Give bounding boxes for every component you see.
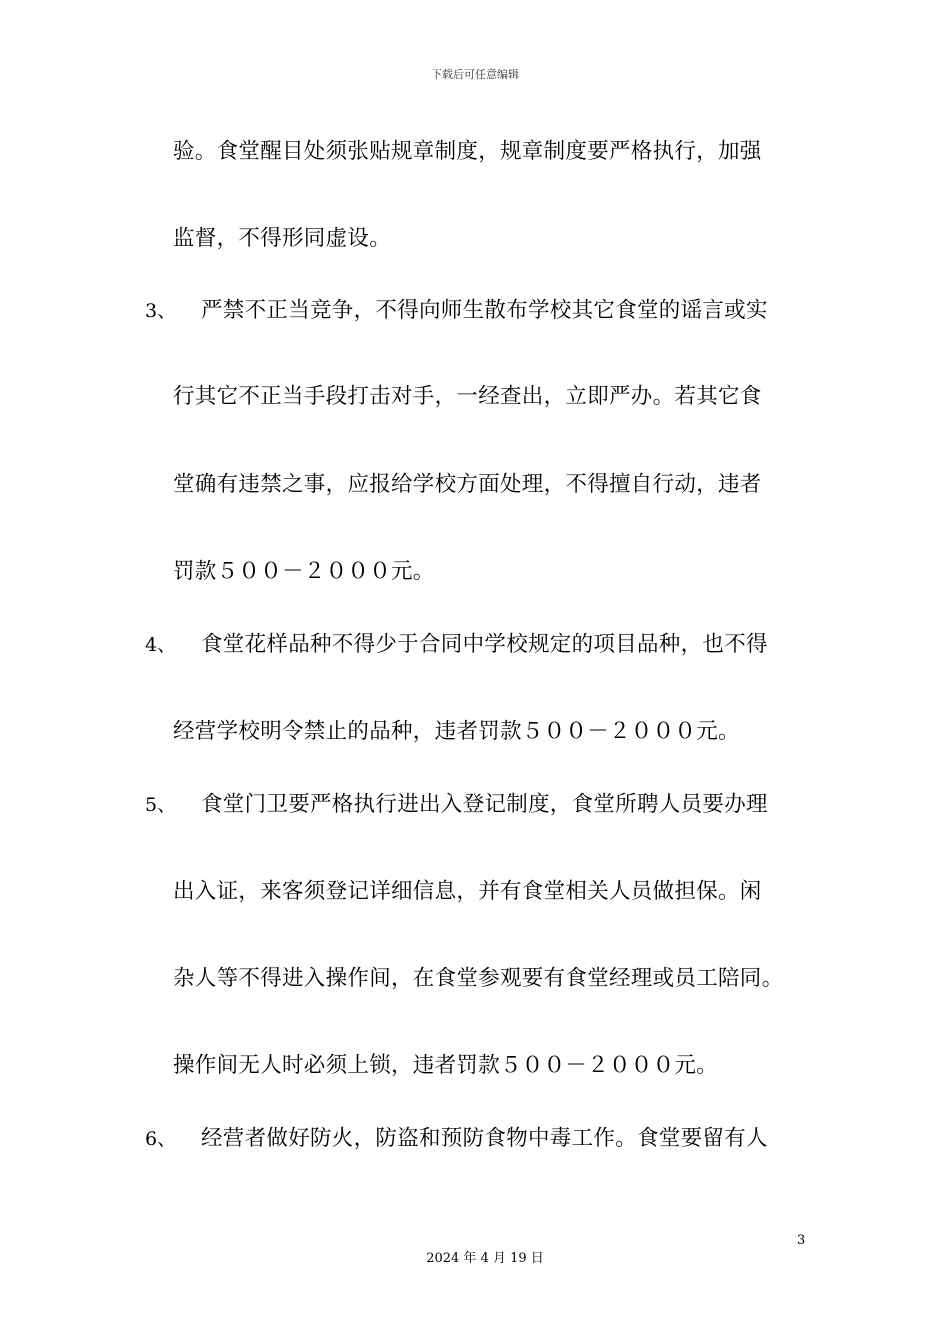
item-number: 3、: [145, 300, 177, 322]
item-number: 6、: [145, 1128, 177, 1150]
item-first-line: 食堂花样品种不得少于合同中学校规定的项目品种，也不得: [201, 632, 768, 657]
paragraph-line: 罚款５００－２０００元。: [173, 559, 435, 584]
item-first-line: 严禁不正当竞争，不得向师生散布学校其它食堂的谣言或实: [201, 298, 768, 323]
paragraph-line: 行其它不正当手段打击对手，一经查出，立即严办。若其它食: [173, 384, 762, 409]
paragraph-line: 出入证，来客须登记详细信息，并有食堂相关人员做担保。闲: [173, 879, 762, 904]
item-number: 5、: [145, 794, 177, 816]
page-number: 3: [797, 1233, 806, 1248]
item-first-line: 经营者做好防火，防盗和预防食物中毒工作。食堂要留有人: [201, 1126, 768, 1151]
item-number: 4、: [145, 634, 177, 656]
paragraph-line: 经营学校明令禁止的品种，违者罚款５００－２０００元。: [173, 719, 740, 744]
paragraph-line: 监督，不得形同虚设。: [173, 226, 392, 251]
footer-date: 2024 年 4 月 19 日: [426, 1251, 544, 1266]
paragraph-line: 验。食堂醒目处须张贴规章制度，规章制度要严格执行，加强: [173, 139, 762, 164]
paragraph-line: 操作间无人时必须上锁，违者罚款５００－２０００元。: [173, 1053, 719, 1078]
page-header: 下载后可任意编辑: [431, 68, 519, 81]
paragraph-line: 杂人等不得进入操作间，在食堂参观要有食堂经理或员工陪同。: [173, 966, 784, 991]
paragraph-line: 堂确有违禁之事，应报给学校方面处理，不得擅自行动，违者: [173, 472, 762, 497]
item-first-line: 食堂门卫要严格执行进出入登记制度，食堂所聘人员要办理: [201, 792, 768, 817]
